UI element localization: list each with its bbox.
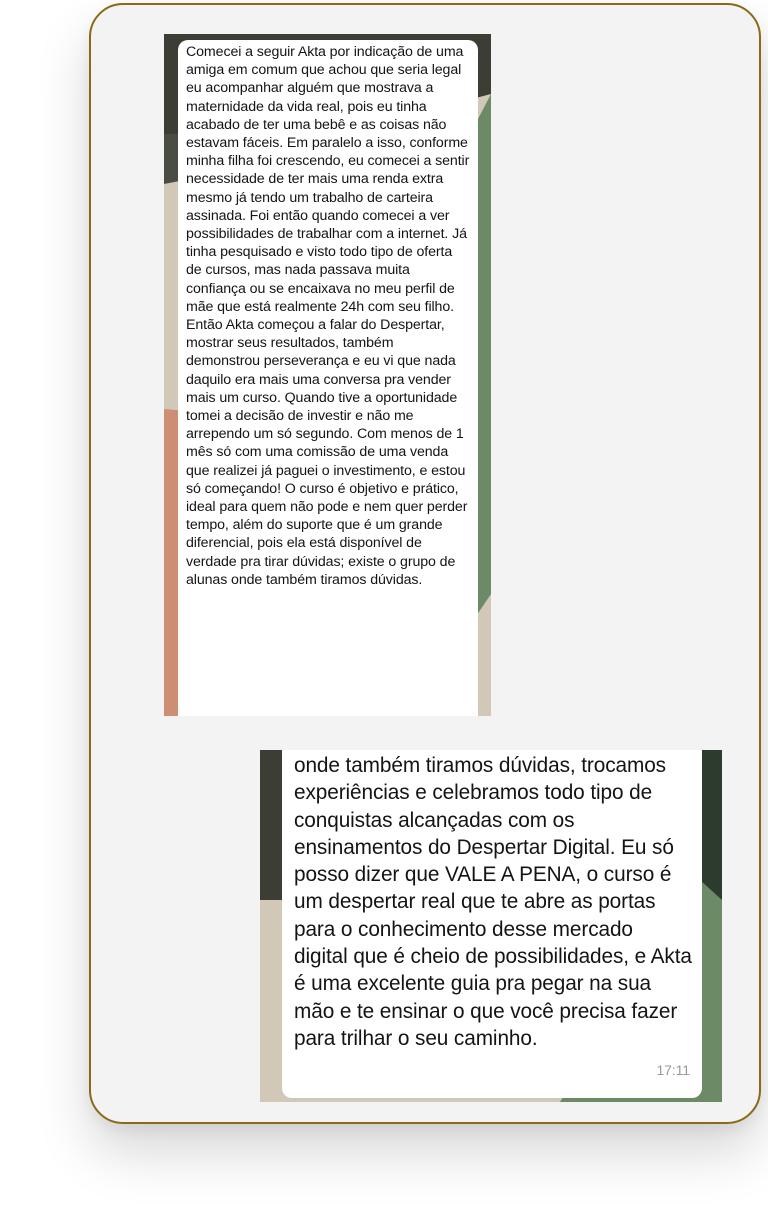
message-text-2: onde também tiramos dúvidas, trocamos experiências e celebramos todo tipo de conquistas alcançadas com os ensinamentos do Despertar Digital. Eu só posso dizer que VALE A PENA, o curso é um despertar real que te abre as portas para o conhecimento desse mercado digital que é cheio de possibilidades, e Akta é uma excelente guia pra pegar na sua mão e te ensinar o que você precisa fazer para trilhar o seu caminho. <box>294 754 692 1050</box>
chat-screenshot-1 <box>164 34 491 716</box>
message-text-1: Comecei a seguir Akta por indicação de uma amiga em comum que achou que seria legal eu acompanhar alguém que mostrava a maternidade da vida real, pois eu tinha acabado de ter uma bebê e as coisas não estavam fáceis. Em paralelo a isso, conforme minha filha foi crescendo, eu comecei a sentir necessidade de ter mais uma renda extra mesmo já tendo um trabalho de carteira assinada. Foi então quando comecei a ver possibilidades de trabalhar com a internet. Já tinha pesquisado e visto todo tipo de oferta de cursos, mas nada passava muita confiança ou se encaixava no meu perfil de mãe que está realmente 24h com seu filho. Então Akta começou a falar do Despertar, mostrar seus resultados, também demonstrou perseverança e eu vi que nada daquilo era mais uma conversa pra vender mais um curso. Quando tive a oportunidade tomei a decisão de investir e não me arrependo um só segundo. Com menos de 1 mês só com uma comissão de uma venda que realizei já paguei o investimento, e estou só começando! O curso é objetivo e prático, ideal para quem não pode e nem quer perder tempo, além do suporte que é um grande diferencial, pois ela está disponível de verdade pra tirar dúvidas; existe o grupo de alunas onde também tiramos dúvidas. <box>186 44 470 588</box>
message-bubble-2 <box>282 750 702 1098</box>
chat-screenshot-2 <box>260 750 722 1102</box>
message-timestamp: 17:11 <box>656 1061 690 1078</box>
message-bubble-1 <box>178 40 478 716</box>
